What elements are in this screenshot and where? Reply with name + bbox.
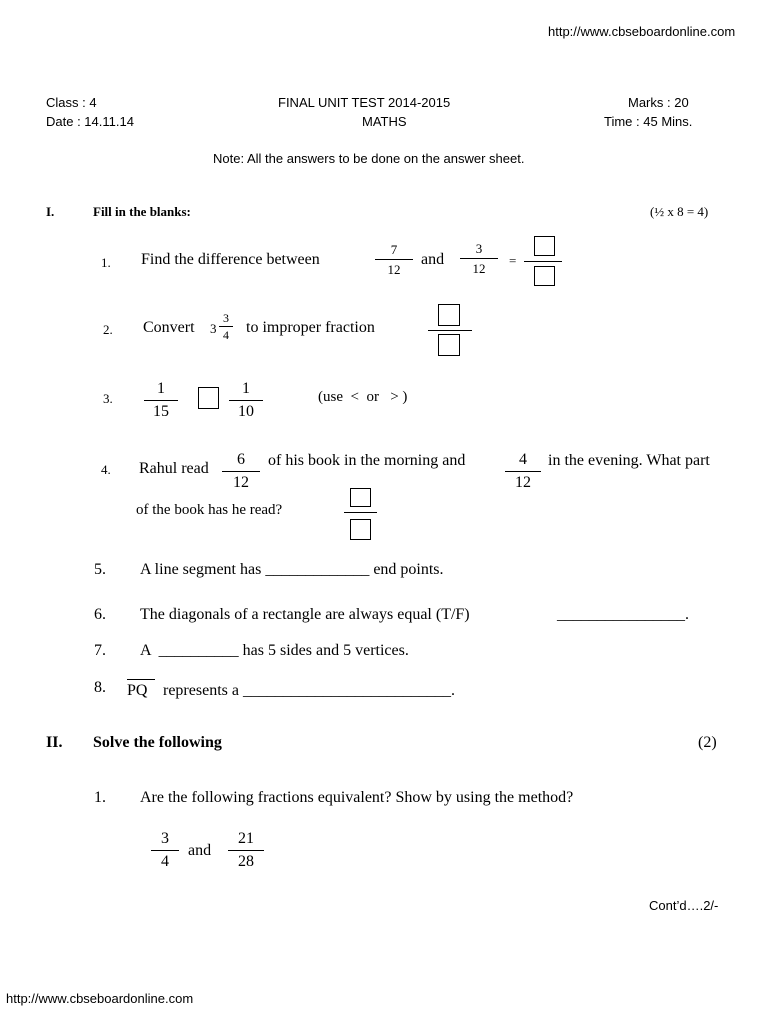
q7-text: A __________ has 5 sides and 5 vertices.: [140, 642, 409, 659]
class-label: Class : 4: [46, 95, 97, 110]
instruction-note: Note: All the answers to be done on the answer sheet.: [213, 151, 525, 166]
q3-fraction-a-denominator: 15: [153, 403, 169, 420]
q8-text: represents a __________________________.: [163, 682, 455, 699]
q4-fraction-a: [222, 452, 260, 491]
fraction-bar: [229, 400, 263, 401]
source-url-bottom[interactable]: http://www.cbseboardonline.com: [6, 991, 194, 1006]
q4-fraction-a-numerator: 6: [237, 451, 245, 468]
time-label: Time : 45 Mins.: [604, 114, 693, 129]
q1-fraction-a: [375, 243, 413, 276]
q2-number: 2.: [103, 322, 113, 337]
q4-text-d: of the book has he read?: [136, 502, 283, 518]
q2-fraction-numerator: 3: [223, 311, 229, 325]
source-url-top[interactable]: http://www.cbseboardonline.com: [548, 24, 736, 39]
s2-q1-fraction-a-denominator: 4: [161, 853, 169, 870]
q1-answer-denominator-box[interactable]: [534, 266, 555, 286]
q3-fraction-a-numerator: 1: [157, 380, 165, 397]
q1-fraction-b-denominator: 12: [472, 261, 486, 276]
test-title: FINAL UNIT TEST 2014-2015: [278, 95, 451, 110]
date-label: Date : 14.11.14: [46, 114, 134, 129]
q4-fraction-b-numerator: 4: [519, 451, 527, 468]
answer-fraction-bar: [428, 330, 472, 331]
q8-number: 8.: [94, 679, 106, 696]
q2-whole-number: 3: [210, 321, 217, 336]
section-1-numeral: I.: [46, 204, 55, 219]
fraction-bar: [505, 471, 541, 472]
q4-answer-numerator-box[interactable]: [350, 488, 371, 507]
fraction-bar: [219, 326, 233, 327]
q2-fraction-denominator: 4: [223, 328, 229, 342]
q5-number: 5.: [94, 561, 106, 578]
q4-answer-denominator-box[interactable]: [350, 519, 371, 540]
q1-number: 1.: [101, 255, 111, 270]
s2-q1-fraction-b-denominator: 28: [238, 853, 254, 870]
q6-answer-blank[interactable]: ________________.: [557, 606, 689, 623]
q4-text-a: Rahul read: [139, 460, 209, 477]
answer-fraction-bar: [524, 261, 562, 262]
fraction-bar: [222, 471, 260, 472]
s2-q1-fraction-b: [228, 831, 264, 870]
q4-number: 4.: [101, 462, 111, 477]
q3-comparison-box[interactable]: [198, 387, 219, 409]
marks-label: Marks : 20: [628, 95, 689, 110]
q1-fraction-b: [460, 242, 498, 275]
s2-q1-fraction-b-numerator: 21: [238, 830, 254, 847]
s2-q1-and: and: [188, 842, 212, 859]
pq-overline: [127, 679, 155, 680]
q6-number: 6.: [94, 606, 106, 623]
q5-text: A line segment has _____________ end points.: [140, 561, 444, 578]
q2-answer-denominator-box[interactable]: [438, 334, 460, 356]
answer-fraction-bar: [344, 512, 377, 513]
q4-fraction-b-denominator: 12: [515, 474, 531, 491]
subject-label: MATHS: [362, 114, 407, 129]
q1-text: Find the difference between: [141, 251, 320, 268]
fraction-bar: [460, 258, 498, 259]
q4-fraction-a-denominator: 12: [233, 474, 249, 491]
q3-fraction-a: [144, 381, 178, 420]
q3-number: 3.: [103, 391, 113, 406]
q2-tail-text: to improper fraction: [246, 319, 375, 336]
continued-note: Cont’d….2/-: [649, 898, 719, 913]
q2-text: Convert: [143, 319, 195, 336]
q7-number: 7.: [94, 642, 106, 659]
q1-fraction-a-numerator: 7: [390, 242, 398, 257]
q3-fraction-b-numerator: 1: [242, 380, 250, 397]
q8-pq-label: PQ: [127, 682, 148, 699]
q3-hint: (use < or > ): [318, 389, 408, 405]
section-1-marks: (½ x 8 = 4): [650, 204, 709, 219]
section-1-title: Fill in the blanks:: [93, 204, 191, 219]
q4-fraction-b: [505, 452, 541, 491]
fraction-bar: [151, 850, 179, 851]
fraction-bar: [144, 400, 178, 401]
section-2-numeral: II.: [46, 734, 63, 751]
fraction-bar: [228, 850, 264, 851]
q4-text-b: of his book in the morning and: [268, 452, 466, 469]
q1-equals: =: [509, 253, 517, 268]
q1-fraction-b-numerator: 3: [475, 241, 483, 256]
s2-q1-fraction-a: [151, 831, 179, 870]
q1-and: and: [421, 251, 445, 268]
section-2-title: Solve the following: [93, 734, 222, 751]
fraction-bar: [375, 259, 413, 260]
q1-fraction-a-denominator: 12: [387, 262, 401, 277]
q2-answer-numerator-box[interactable]: [438, 304, 460, 326]
q3-fraction-b-denominator: 10: [238, 403, 254, 420]
q1-answer-numerator-box[interactable]: [534, 236, 555, 256]
section-2-marks: (2): [698, 734, 717, 751]
q4-text-c: in the evening. What part: [548, 452, 710, 469]
q3-fraction-b: [229, 381, 263, 420]
s2-q1-fraction-a-numerator: 3: [161, 830, 169, 847]
q2-fraction: [219, 312, 233, 341]
s2-q1-text: Are the following fractions equivalent? Show by using the method?: [140, 789, 574, 806]
q6-text: The diagonals of a rectangle are always equal (T/F): [140, 606, 470, 623]
s2-q1-number: 1.: [94, 789, 106, 806]
